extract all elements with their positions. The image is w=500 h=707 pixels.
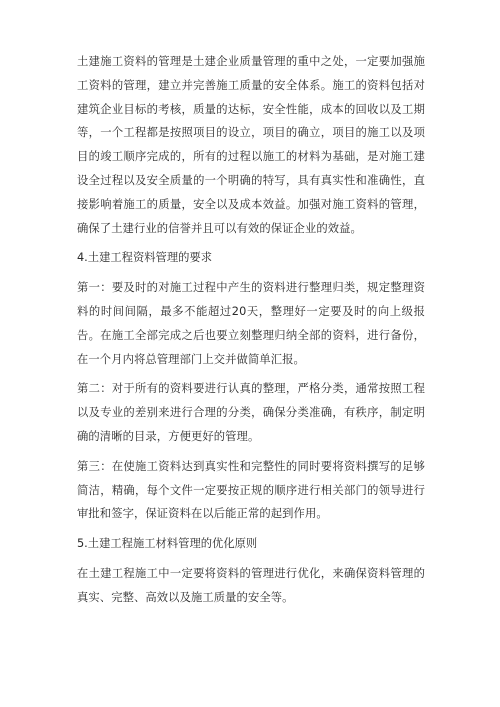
optimization-paragraph: 在土建工程施工中一定要将资料的管理进行优化，来确保资料管理的真实、完整、高效以及施工质量的安全等。 [77, 566, 425, 604]
requirement-item-3: 第三：在使施工资料达到真实性和完整性的同时要将资料撰写的足够简洁，精确，每个文件一定要按正规的顺序进行相关部门的领导进行审批和签字，保证资料在以后能正常的起到作用。 [77, 459, 425, 521]
document-body [77, 50, 425, 610]
requirement-item-2: 第二：对于所有的资料要进行认真的整理，严格分类，通常按照工程以及专业的差别来进行合理的分类，确保分类准确，有秩序，制定明确的清晰的目录，方便更好的管理。 [77, 382, 425, 443]
section-4-heading: 4.土建工程资料管理的要求 [77, 251, 213, 265]
section-5-heading: 5.土建工程施工材料管理的优化原则 [77, 537, 258, 551]
requirement-item-1: 第一：要及时的对施工过程中产生的资料进行整理归类，规定整理资料的时间间隔，最多不能超过20天，整理好一定要及时的向上级报告。在施工全部完成之后也要立刻整理归纳全部的资料，进行备份，在一个月内将总管理部门上交并做简单汇报。 [77, 281, 425, 366]
intro-paragraph: 土建施工资料的管理是土建企业质量管理的重中之处，一定要加强施工资料的管理，建立并完善施工质量的安全体系。施工的资料包括对建筑企业目标的考核，质量的达标，安全性能，成本的回收以及工期等，一个工程都是按照项目的设立，项目的确立，项目的施工以及项目的竣工顺序完成的，所有的过程以施工的材料为基础，是对施工建设全过程以及安全质量的一个明确的特写，具有真实性和准确性，直接影响着施工的质量，安全以及成本效益。加强对施工资料的管理，确保了土建行业的信誉并且可以有效的保证企业的效益。 [77, 55, 425, 235]
